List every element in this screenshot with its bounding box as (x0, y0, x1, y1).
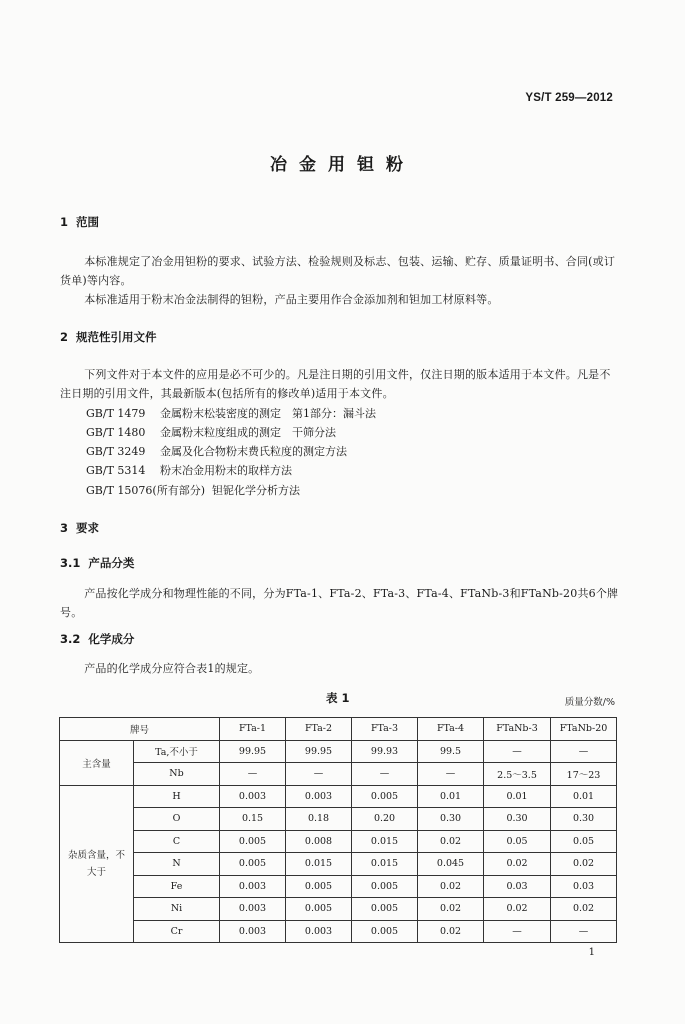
grade-header-cell: 牌号 (60, 718, 220, 741)
table-row (60, 898, 617, 921)
page-number: 1 (588, 947, 595, 958)
reference-item (86, 424, 336, 440)
standard-code: YS/T 259—2012 (525, 92, 613, 104)
value-cell: — (484, 920, 551, 943)
reference-code: GB/T 1479 (86, 407, 146, 420)
value-cell: 0.01 (418, 785, 484, 808)
value-cell: 99.93 (352, 740, 418, 763)
element-label-cell: C (134, 830, 220, 853)
value-cell: 0.003 (220, 785, 286, 808)
value-cell: — (551, 740, 617, 763)
value-cell: 0.30 (551, 808, 617, 831)
element-label-cell: Ni (134, 898, 220, 921)
value-cell: 0.02 (484, 853, 551, 876)
value-cell: 0.005 (220, 830, 286, 853)
value-cell: 0.02 (484, 898, 551, 921)
value-cell: 0.30 (484, 808, 551, 831)
value-cell: 99.5 (418, 740, 484, 763)
reference-item (86, 443, 347, 459)
document-title: 冶金用钽粉 (270, 155, 415, 175)
section-3-number: 3 (60, 521, 69, 535)
section-2-heading (60, 329, 157, 345)
element-label-cell: H (134, 785, 220, 808)
table-row (60, 808, 617, 831)
value-cell: 0.05 (484, 830, 551, 853)
reference-title: 金属粉末松装密度的测定 第1部分：漏斗法 (160, 407, 376, 420)
section-2-title: 规范性引用文件 (76, 330, 157, 344)
value-cell: 0.015 (352, 830, 418, 853)
value-cell: — (352, 763, 418, 786)
value-cell: 0.005 (352, 920, 418, 943)
element-label-cell: O (134, 808, 220, 831)
reference-item (86, 405, 376, 421)
impurity-group-cell: 杂质含量，不大于 (60, 785, 134, 943)
value-cell: — (551, 920, 617, 943)
element-label-cell: Cr (134, 920, 220, 943)
value-cell: 0.005 (286, 898, 352, 921)
value-cell: 0.01 (551, 785, 617, 808)
value-cell: — (418, 763, 484, 786)
value-cell: 0.003 (220, 898, 286, 921)
value-cell: 99.95 (286, 740, 352, 763)
reference-code: GB/T 1480 (86, 426, 146, 439)
value-cell: 99.95 (220, 740, 286, 763)
section-1-paragraph-1: 本标准规定了冶金用钽粉的要求、试验方法、检验规则及标志、包装、运输、贮存、质量证明书、合同(或订货单)等内容。 (60, 255, 616, 287)
value-cell: 0.20 (352, 808, 418, 831)
reference-code: GB/T 15076(所有部分) (86, 484, 205, 497)
value-cell: 0.02 (418, 830, 484, 853)
element-label-cell: Fe (134, 875, 220, 898)
grade-column-header: FTa-3 (352, 718, 418, 741)
grade-column-header: FTa-4 (418, 718, 484, 741)
section-3-heading (60, 520, 99, 536)
value-cell: — (220, 763, 286, 786)
main-content-group-cell: 主含量 (60, 740, 134, 785)
grade-column-header: FTaNb-20 (551, 718, 617, 741)
reference-title: 金属粉末粒度组成的测定 干筛分法 (160, 426, 336, 439)
chemical-composition-table (59, 717, 617, 943)
table-row (60, 853, 617, 876)
reference-code: GB/T 3249 (86, 445, 146, 458)
grade-column-header: FTa-2 (286, 718, 352, 741)
table-row (60, 785, 617, 808)
section-1-heading (60, 214, 99, 230)
value-cell: 0.03 (551, 875, 617, 898)
element-label-cell: Nb (134, 763, 220, 786)
value-cell: 17～23 (551, 763, 617, 786)
element-label-cell: N (134, 853, 220, 876)
table-unit: 质量分数/% (564, 697, 615, 708)
table-caption: 表 1 (326, 691, 350, 705)
reference-code: GB/T 5314 (86, 464, 146, 477)
value-cell: 0.005 (352, 785, 418, 808)
table-row (60, 740, 617, 763)
value-cell: 0.015 (352, 853, 418, 876)
grade-column-header: FTa-1 (220, 718, 286, 741)
value-cell: 0.18 (286, 808, 352, 831)
value-cell: 0.005 (286, 875, 352, 898)
value-cell: 0.003 (220, 920, 286, 943)
reference-title: 钽铌化学分析方法 (212, 484, 300, 497)
value-cell: 0.02 (418, 898, 484, 921)
section-3-1-number: 3.1 (60, 556, 81, 570)
value-cell: 0.015 (286, 853, 352, 876)
table-row (60, 920, 617, 943)
section-1-number: 1 (60, 215, 69, 229)
value-cell: 0.01 (484, 785, 551, 808)
section-3-2-title: 化学成分 (88, 632, 135, 646)
section-2-number: 2 (60, 330, 69, 344)
value-cell: 0.03 (484, 875, 551, 898)
table-header-row (60, 718, 617, 741)
value-cell: 0.02 (551, 898, 617, 921)
value-cell: 0.02 (418, 875, 484, 898)
reference-title: 金属及化合物粉末费氏粒度的测定方法 (160, 445, 347, 458)
section-2-paragraph: 下列文件对于本文件的应用是必不可少的。凡是注日期的引用文件，仅注日期的版本适用于本文件。凡是不注日期的引用文件，其最新版本(包括所有的修改单)适用于本文件。 (60, 368, 611, 400)
reference-item (86, 482, 300, 498)
value-cell: 0.005 (352, 875, 418, 898)
table-row (60, 875, 617, 898)
reference-item (86, 462, 292, 478)
value-cell: 0.15 (220, 808, 286, 831)
section-3-1-title: 产品分类 (88, 556, 135, 570)
section-3-title: 要求 (76, 521, 100, 535)
section-1-title: 范围 (76, 215, 100, 229)
grade-column-header: FTaNb-3 (484, 718, 551, 741)
value-cell: 2.5～3.5 (484, 763, 551, 786)
value-cell: 0.30 (418, 808, 484, 831)
section-1-paragraph-2: 本标准适用于粉末冶金法制得的钽粉，产品主要用作合金添加剂和钽加工材原料等。 (84, 293, 499, 306)
element-label-cell: Ta,不小于 (134, 740, 220, 763)
value-cell: 0.02 (418, 920, 484, 943)
value-cell: 0.008 (286, 830, 352, 853)
value-cell: 0.05 (551, 830, 617, 853)
value-cell: 0.005 (352, 898, 418, 921)
value-cell: — (484, 740, 551, 763)
section-3-2-number: 3.2 (60, 632, 81, 646)
table-row (60, 763, 617, 786)
value-cell: 0.005 (220, 853, 286, 876)
section-3-1-heading (60, 555, 134, 571)
value-cell: 0.003 (286, 920, 352, 943)
value-cell: 0.02 (551, 853, 617, 876)
value-cell: 0.003 (220, 875, 286, 898)
table-row (60, 830, 617, 853)
reference-title: 粉末冶金用粉末的取样方法 (160, 464, 292, 477)
section-3-2-heading (60, 631, 134, 647)
section-3-2-paragraph: 产品的化学成分应符合表1的规定。 (84, 662, 260, 675)
section-3-1-paragraph: 产品按化学成分和物理性能的不同，分为FTa-1、FTa-2、FTa-3、FTa-4、FTaNb-3和FTaNb-20共6个牌号。 (60, 587, 619, 619)
value-cell: 0.003 (286, 785, 352, 808)
value-cell: — (286, 763, 352, 786)
value-cell: 0.045 (418, 853, 484, 876)
